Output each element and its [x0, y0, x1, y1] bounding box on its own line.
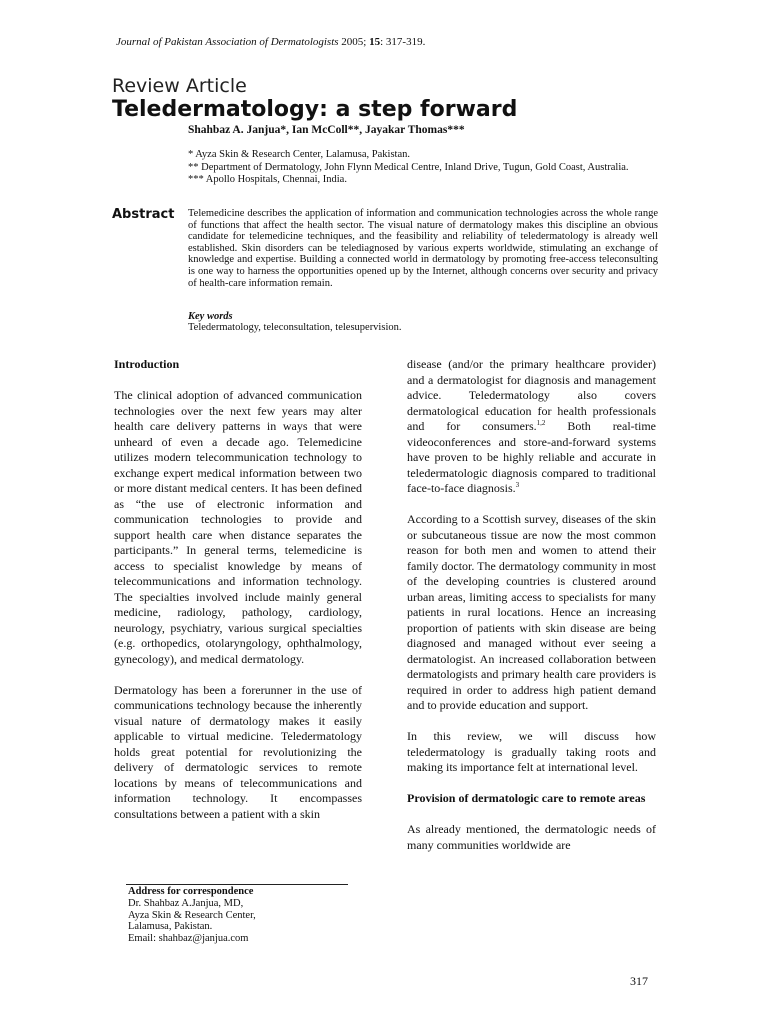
- section-heading-introduction: Introduction: [114, 357, 180, 371]
- correspondence-email: Email: shahbaz@janjua.com: [128, 933, 249, 945]
- footnote-divider: [126, 884, 348, 885]
- affiliation-1: * Ayza Skin & Research Center, Lalamusa, Pakistan.: [188, 149, 410, 160]
- affiliations: [188, 149, 648, 187]
- citation-superscript: 1,2: [536, 419, 546, 427]
- journal-name: Journal of Pakistan Association of Dermatologists: [116, 36, 339, 48]
- section-heading-provision: Provision of dermatologic care to remote areas: [407, 791, 646, 805]
- article-type: Review Article: [112, 75, 247, 97]
- paragraph: In this review, we will discuss how teledermatology is gradually taking roots and making its importance felt at international level.: [407, 729, 656, 774]
- correspondence-block: [128, 886, 256, 945]
- journal-volume: 15: [369, 36, 381, 48]
- page-title: Teledermatology: a step forward: [112, 97, 518, 122]
- abstract-heading: Abstract: [112, 207, 175, 222]
- author-list: Shahbaz A. Janjua*, Ian McColl**, Jayakar Thomas***: [188, 124, 465, 136]
- paragraph-text: disease (and/or the primary healthcare provider) and a dermatologist for diagnosis and management advice. Teledermatology also covers dermatological education for health professionals and for consumers.: [407, 357, 656, 433]
- keywords-text: Teledermatology, teleconsultation, telesupervision.: [188, 322, 402, 333]
- paragraph: According to a Scottish survey, diseases of the skin or subcutaneous tissue are now the most common reason for both men and women to attend their family doctor. The dermatology community in most of the developing countries is clustered around urban areas, limiting access to specialists for many patients in rural locations. Hence an increasing proportion of patients with skin disease are being diagnosed and managed without ever seeing a dermatologist. An increased collaboration between dermatologists and primary health care providers is required in order to address high patient demand and to provide education and support.: [407, 512, 656, 712]
- affiliation-2: ** Department of Dermatology, John Flynn Medical Centre, Inland Drive, Tugun, Gold Coast, Australia.: [188, 161, 629, 173]
- paragraph: As already mentioned, the dermatologic needs of many communities worldwide are: [407, 822, 656, 852]
- citation-superscript: 3: [515, 481, 520, 489]
- journal-citation: [116, 36, 425, 48]
- paragraph: The clinical adoption of advanced communication technologies over the next few years may alter health care delivery patterns in ways that were unheard of even a decade ago. Telemedicine utilizes modern telecommunication technology to exchange expert medical information between two or more distant medical centers. It has been defined as “the use of electronic information and communication technologies to provide and support health care when distance separates the participants.” In general terms, telemedicine is access to specialist knowledge by means of telecommunications and information technology. The specialties involved include mainly general medicine, radiology, pathology, cardiology, neurology, psychiatry, various surgical specialties (e.g. orthopedics, otolaryngology, ophthalmology, gynecology), and medical dermatology.: [114, 388, 362, 666]
- affiliation-3: *** Apollo Hospitals, Chennai, India.: [188, 174, 347, 185]
- page-number: 317: [630, 974, 648, 988]
- abstract-text: Telemedicine describes the application of information and communication technologies across the whole range of functions that affect the health sector. The visual nature of dermatology makes this discipline an obvious candidate for telemedicine techniques, and the feasibility and reliability of teledermatology is already well established. Skin disorders can be telediagnosed by various experts worldwide, stimulating an exchange of knowledge and expertise. Building a connected world in dermatology by promoting free-access teleconsulting is one way to harness the opportunities opened up by the Internet, although concerns over security and privacy of health-care information remain.: [188, 208, 658, 289]
- body-column-right: [407, 357, 656, 869]
- paragraph: [407, 357, 656, 497]
- paragraph-text: Both real-time videoconferences and store-and-forward systems have proven to be highly reliable and accurate in teledermatologic diagnosis compared to traditional face-to-face diagnosis.: [407, 419, 656, 495]
- correspondence-title: Address for correspondence: [128, 886, 254, 897]
- correspondence-line: Ayza Skin & Research Center,: [128, 909, 256, 921]
- journal-pages: : 317-319.: [380, 36, 426, 48]
- body-column-left: [114, 357, 362, 838]
- correspondence-line: Lalamusa, Pakistan.: [128, 921, 213, 933]
- correspondence-line: Dr. Shahbaz A.Janjua, MD,: [128, 897, 244, 909]
- keywords-heading: Key words: [188, 311, 233, 322]
- paragraph: Dermatology has been a forerunner in the use of communications technology because the inherently visual nature of dermatology makes it easily applicable to virtual medicine. Teledermatology holds great potential for revolutionizing the delivery of dermatologic services to remote locations by means of telecommunications and information technology. It encompasses consultations between a patient with a skin: [114, 682, 362, 821]
- journal-year: 2005;: [341, 36, 367, 48]
